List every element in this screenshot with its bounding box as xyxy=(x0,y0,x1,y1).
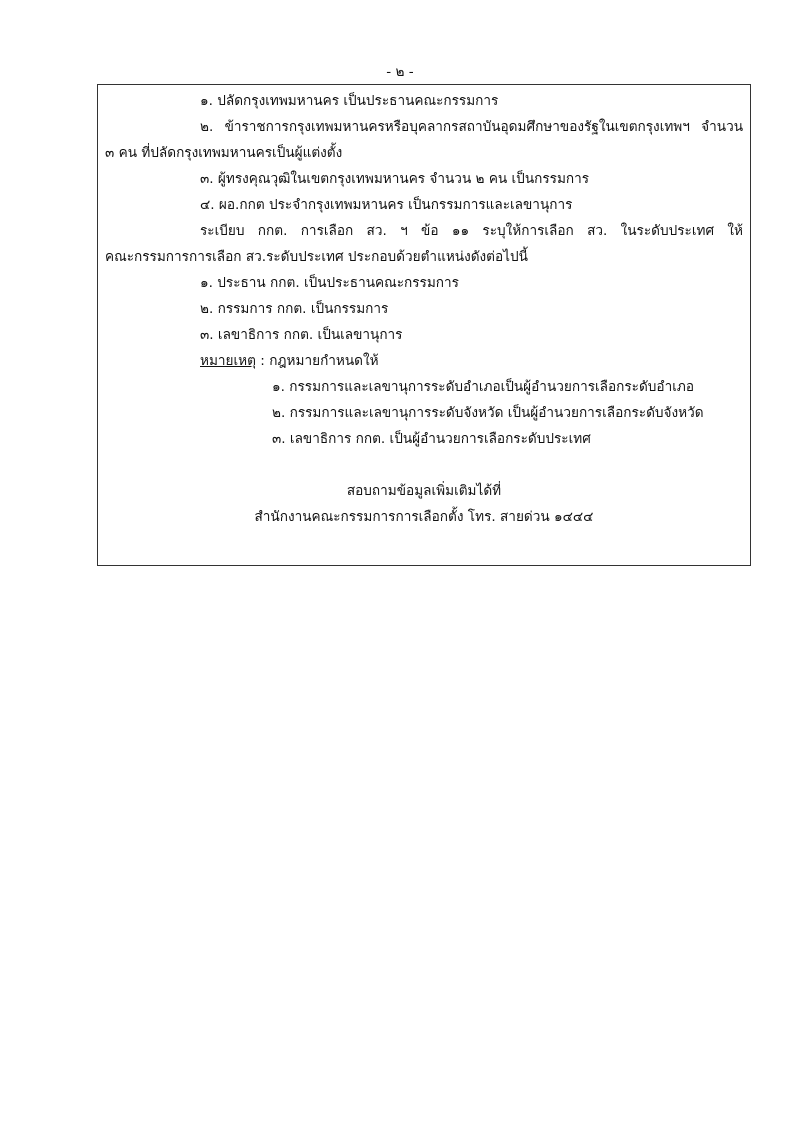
regulation-paragraph: ระเบียบ กกต. การเลือก สว. ฯ ข้อ ๑๑ ระบุให้การเลือก สว. ในระดับประเทศ ให้ xyxy=(200,223,743,239)
national-committee-item-3: ๓. เลขาธิการ กกต. เป็นเลขานุการ xyxy=(200,327,403,343)
bangkok-committee-item-2-cont: ๓ คน ที่ปลัดกรุงเทพมหานครเป็นผู้แต่งตั้ง xyxy=(105,145,343,161)
page-number: - ๒ - xyxy=(386,64,414,80)
national-committee-item-1: ๑. ประธาน กกต. เป็นประธานคณะกรรมการ xyxy=(200,275,459,291)
national-committee-item-2: ๒. กรรมการ กกต. เป็นกรรมการ xyxy=(200,301,389,317)
bangkok-committee-item-1: ๑. ปลัดกรุงเทพมหานคร เป็นประธานคณะกรรมการ xyxy=(200,93,499,109)
contact-line-1: สอบถามข้อมูลเพิ่มเติมได้ที่ xyxy=(346,483,502,499)
note-item-1: ๑. กรรมการและเลขานุการระดับอำเภอเป็นผู้อำนวยการเลือกระดับอำเภอ xyxy=(272,379,694,395)
note-item-3: ๓. เลขาธิการ กกต. เป็นผู้อำนวยการเลือกระดับประเทศ xyxy=(272,431,591,447)
contact-line-2: สำนักงานคณะกรรมการการเลือกตั้ง โทร. สายด่วน ๑๔๔๔ xyxy=(254,509,594,525)
bangkok-committee-item-2: ๒. ข้าราชการกรุงเทพมหานครหรือบุคลากรสถาบันอุดมศึกษาของรัฐในเขตกรุงเทพฯ จำนวน xyxy=(200,119,743,135)
note-label: หมายเหตุ xyxy=(200,353,256,369)
bangkok-committee-item-3: ๓. ผู้ทรงคุณวุฒิในเขตกรุงเทพมหานคร จำนวน ๒ คน เป็นกรรมการ xyxy=(200,171,590,187)
note-heading xyxy=(200,350,379,372)
bangkok-committee-item-4: ๔. ผอ.กกต ประจำกรุงเทพมหานคร เป็นกรรมการและเลขานุการ xyxy=(200,197,573,213)
regulation-paragraph-cont: คณะกรรมการการเลือก สว.ระดับประเทศ ประกอบด้วยตำแหน่งดังต่อไปนี้ xyxy=(105,249,528,265)
note-text: : กฎหมายกำหนดให้ xyxy=(255,353,379,369)
note-item-2: ๒. กรรมการและเลขานุการระดับจังหวัด เป็นผู้อำนวยการเลือกระดับจังหวัด xyxy=(272,405,704,421)
